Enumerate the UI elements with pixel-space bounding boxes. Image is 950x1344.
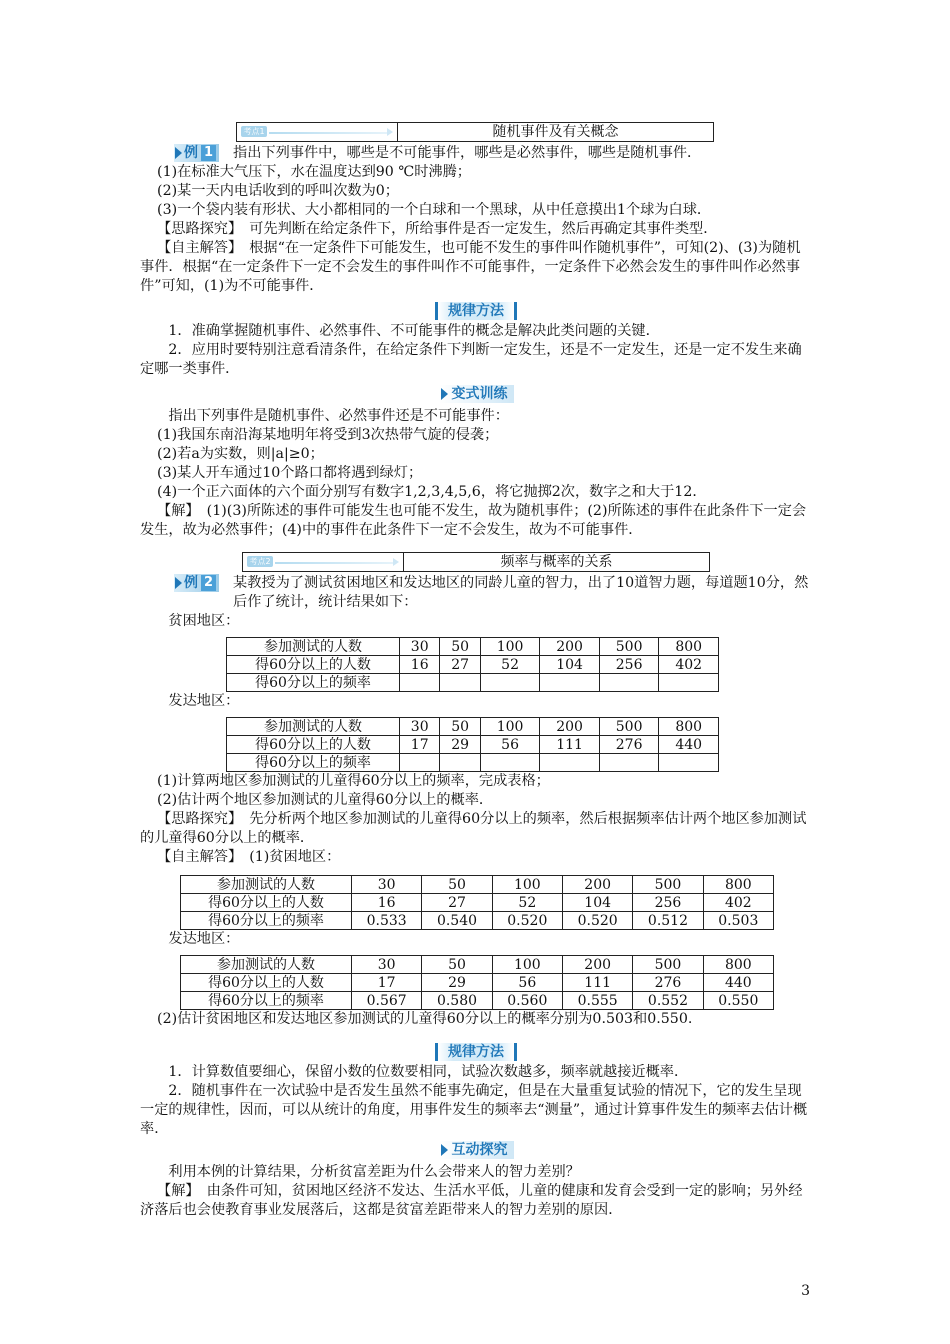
example-badge-1 — [174, 144, 219, 162]
rule-title-1: 规律方法 — [435, 302, 517, 320]
table-cell — [480, 754, 540, 772]
table-cell: 500 — [633, 956, 703, 974]
table-cell — [480, 674, 540, 692]
table-row — [227, 718, 719, 736]
example-badge-number: 1 — [201, 145, 216, 161]
variant-title — [439, 385, 514, 403]
table-cell: 100 — [480, 638, 540, 656]
table-cell: 得60分以上的频率 — [181, 992, 352, 1010]
list-item: (3)某人开车通过10个路口都将遇到绿灯； — [157, 465, 423, 481]
table-row — [181, 992, 774, 1010]
table-cell: 104 — [562, 894, 632, 912]
table-row — [227, 736, 719, 754]
table-cell: 0.520 — [562, 912, 632, 930]
table-cell: 17 — [352, 974, 422, 992]
table-cell — [540, 754, 600, 772]
table-cell: 50 — [440, 718, 480, 736]
table-cell — [599, 754, 659, 772]
table-cell: 得60分以上的人数 — [227, 736, 400, 754]
list-item: (2)若a为实数，则|a|≥0； — [157, 446, 324, 462]
table-cell: 440 — [703, 974, 773, 992]
table-cell: 29 — [440, 736, 480, 754]
table-cell: 参加测试的人数 — [227, 638, 400, 656]
table-cell: 800 — [703, 876, 773, 894]
table-row — [227, 674, 719, 692]
table-cell: 29 — [422, 974, 492, 992]
table-cell: 500 — [599, 718, 659, 736]
table-cell: 0.533 — [352, 912, 422, 930]
example-1-question — [140, 144, 812, 163]
table-cell: 0.540 — [422, 912, 492, 930]
table-cell: 27 — [422, 894, 492, 912]
rich-region-label: 发达地区： — [168, 693, 240, 709]
list-item: (3)一个袋内装有形状、大小都相同的一个白球和一个黑球，从中任意摸出1个球为白球． — [157, 202, 712, 218]
table-cell: 0.520 — [492, 912, 562, 930]
example-question-text: 指出下列事件中，哪些是不可能事件，哪些是必然事件，哪些是随机事件． — [233, 145, 702, 161]
question-item: (1)计算两地区参加测试的儿童得60分以上的频率，完成表格； — [157, 773, 550, 789]
list-item: (2)某一天内电话收到的呼叫次数为0； — [157, 183, 399, 199]
table-cell: 得60分以上的人数 — [181, 974, 352, 992]
table-cell: 得60分以上的频率 — [227, 754, 400, 772]
table-cell: 56 — [492, 974, 562, 992]
table-row — [227, 656, 719, 674]
rule-title-2: 规律方法 — [435, 1043, 517, 1061]
triangle-icon — [175, 147, 182, 159]
table-cell: 402 — [659, 656, 719, 674]
table-cell: 276 — [633, 974, 703, 992]
question-item: (2)估计两个地区参加测试的儿童得60分以上的概率． — [157, 792, 494, 808]
rule-item: 1．计算数值要细心，保留小数的位数要相同，试验次数越多，频率就越接近概率． — [168, 1064, 689, 1080]
idea-paragraph: 【思路探究】 先分析两个地区参加测试的儿童得60分以上的频率，然后根据频率估计两个地区参加测试的儿童得60分以上的概率． — [140, 811, 807, 846]
table-row — [181, 894, 774, 912]
table-cell: 200 — [540, 638, 600, 656]
topic-header-2 — [242, 552, 710, 572]
table-cell: 30 — [400, 638, 440, 656]
example-badge-number: 2 — [201, 575, 216, 591]
table-cell — [599, 674, 659, 692]
table-cell: 0.512 — [633, 912, 703, 930]
table-cell: 800 — [659, 638, 719, 656]
table-cell: 30 — [352, 956, 422, 974]
table-cell: 56 — [480, 736, 540, 754]
table-cell: 17 — [400, 736, 440, 754]
poor-region-table — [226, 637, 719, 692]
example-badge-text: 例 — [184, 145, 198, 161]
triangle-icon — [441, 1144, 448, 1156]
table-cell — [440, 754, 480, 772]
explore-section — [140, 1141, 812, 1162]
table-cell: 200 — [562, 876, 632, 894]
table-cell — [659, 674, 719, 692]
poor-region-answer-table — [180, 875, 774, 930]
list-item: (4)一个正六面体的六个面分别写有数字1,2,3,4,5,6，将它抛掷2次，数字之和大于12． — [157, 484, 707, 500]
page-content — [140, 122, 812, 1220]
rich-region-table — [226, 717, 719, 772]
table-cell — [540, 674, 600, 692]
explore-title — [439, 1141, 514, 1159]
table-cell: 52 — [492, 894, 562, 912]
table-cell: 参加测试的人数 — [181, 876, 352, 894]
topic-tag-label-1: 考点1 — [241, 126, 267, 137]
table-cell: 800 — [703, 956, 773, 974]
topic-title-2: 频率与概率的关系 — [500, 554, 613, 570]
table-cell — [440, 674, 480, 692]
table-cell: 256 — [633, 894, 703, 912]
example-badge-2 — [174, 574, 219, 592]
list-item: (1)在标准大气压下，水在温度达到90 ℃时沸腾； — [157, 164, 471, 180]
table-cell: 得60分以上的频率 — [227, 674, 400, 692]
topic-tag-2 — [243, 553, 404, 571]
rich-region-label-2: 发达地区： — [168, 931, 240, 947]
table-cell: 256 — [599, 656, 659, 674]
table-cell: 200 — [562, 956, 632, 974]
table-cell: 111 — [562, 974, 632, 992]
answer-head: 【自主解答】 (1)贫困地区： — [157, 849, 341, 865]
table-cell: 16 — [400, 656, 440, 674]
topic-title-1: 随机事件及有关概念 — [492, 124, 619, 140]
table-cell: 得60分以上的人数 — [181, 894, 352, 912]
explore-question: 利用本例的计算结果，分析贫富差距为什么会带来人的智力差别？ — [168, 1164, 580, 1180]
rule-item: 2．随机事件在一次试验中是否发生虽然不能事先确定，但是在大量重复试验的情况下，它的发生呈现一定的规律性，因而，可以从统计的角度，用事件发生的频率去“测量”，通过计算事件发生的频率去估计概率． — [140, 1083, 808, 1137]
table-cell: 276 — [599, 736, 659, 754]
idea-paragraph: 【思路探究】 可先判断在给定条件下，所给事件是否一定发生，然后再确定其事件类型． — [157, 221, 718, 237]
table-cell: 50 — [440, 638, 480, 656]
table-cell: 500 — [599, 638, 659, 656]
topic-tag-label-2: 考点2 — [247, 556, 273, 567]
table-cell: 111 — [540, 736, 600, 754]
solution-paragraph: 【解】 (1)(3)所陈述的事件可能发生也可能不发生，故为随机事件；(2)所陈述的事件在此条件下一定会发生，故为必然事件；(4)中的事件在此条件下一定不会发生，故为不可能事件． — [140, 503, 807, 538]
table-cell: 100 — [492, 876, 562, 894]
table-cell: 402 — [703, 894, 773, 912]
table-cell: 100 — [480, 718, 540, 736]
topic-header-1 — [236, 122, 714, 142]
arrow-line-icon — [275, 562, 395, 564]
rule-item: 2．应用时要特别注意看清条件，在给定条件下判断一定发生，还是不一定发生，还是一定不发生来确定哪一类事件． — [140, 342, 802, 377]
table-cell: 16 — [352, 894, 422, 912]
table-row — [181, 876, 774, 894]
table-cell: 参加测试的人数 — [181, 956, 352, 974]
variant-section — [140, 385, 812, 406]
table-cell: 50 — [422, 876, 492, 894]
triangle-icon — [441, 388, 448, 400]
table-cell: 500 — [633, 876, 703, 894]
topic-tag-1 — [237, 123, 398, 141]
rich-region-answer-table — [180, 955, 774, 1010]
list-item: (1)我国东南沿海某地明年将受到3次热带气旋的侵袭； — [157, 427, 499, 443]
table-cell: 200 — [540, 718, 600, 736]
answer-end: (2)估计贫困地区和发达地区参加测试的儿童得60分以上的概率分别为0.503和0.550. — [157, 1011, 693, 1027]
table-cell: 104 — [540, 656, 600, 674]
example-question-text: 某教授为了测试贫困地区和发达地区的同龄儿童的智力，出了10道智力题，每道题10分，然后作了统计，统计结果如下： — [233, 575, 809, 610]
rule-section-2 — [140, 1043, 812, 1062]
arrow-head-icon — [387, 128, 393, 136]
table-cell: 27 — [440, 656, 480, 674]
table-row — [181, 912, 774, 930]
table-cell — [400, 674, 440, 692]
table-cell: 0.567 — [352, 992, 422, 1010]
table-row — [181, 974, 774, 992]
table-cell: 得60分以上的人数 — [227, 656, 400, 674]
rule-item: 1．准确掌握随机事件、必然事件、不可能事件的概念是解决此类问题的关键． — [168, 323, 660, 339]
table-cell: 30 — [400, 718, 440, 736]
table-cell: 0.560 — [492, 992, 562, 1010]
arrow-head-icon — [393, 558, 399, 566]
table-row — [181, 956, 774, 974]
table-cell: 52 — [480, 656, 540, 674]
variant-question: 指出下列事件是随机事件、必然事件还是不可能事件： — [168, 408, 509, 424]
table-cell: 800 — [659, 718, 719, 736]
table-cell: 0.550 — [703, 992, 773, 1010]
answer-paragraph: 【自主解答】 根据“在一定条件下可能发生，也可能不发生的事件叫作随机事件”，可知(2)、(3)为随机事件．根据“在一定条件下一定不会发生的事件叫作不可能事件，一定条件下必然会发生的事件叫作必然事件”可知，(1)为不可能事件． — [140, 240, 801, 294]
table-cell — [659, 754, 719, 772]
page-number: 3 — [801, 1283, 810, 1299]
rule-section-1 — [140, 302, 812, 321]
poor-region-label: 贫困地区： — [168, 613, 240, 629]
table-cell: 0.555 — [562, 992, 632, 1010]
explore-title-text: 互动探究 — [451, 1142, 508, 1158]
triangle-icon — [175, 577, 182, 589]
table-cell: 440 — [659, 736, 719, 754]
table-row — [227, 638, 719, 656]
example-2-question — [140, 574, 812, 612]
solution-paragraph: 【解】 由条件可知，贫困地区经济不发达、生活水平低，儿童的健康和发育会受到一定的影响；另外经济落后也会使教育事业发展落后，这都是贫富差距带来人的智力差别的原因． — [140, 1183, 803, 1218]
table-cell: 参加测试的人数 — [227, 718, 400, 736]
table-cell: 100 — [492, 956, 562, 974]
table-cell: 50 — [422, 956, 492, 974]
arrow-line-icon — [269, 132, 389, 134]
table-cell: 0.503 — [703, 912, 773, 930]
table-cell: 0.552 — [633, 992, 703, 1010]
example-badge-text: 例 — [184, 575, 198, 591]
table-cell: 30 — [352, 876, 422, 894]
variant-title-text: 变式训练 — [451, 386, 508, 402]
table-cell — [400, 754, 440, 772]
table-cell: 得60分以上的频率 — [181, 912, 352, 930]
table-cell: 0.580 — [422, 992, 492, 1010]
table-row — [227, 754, 719, 772]
